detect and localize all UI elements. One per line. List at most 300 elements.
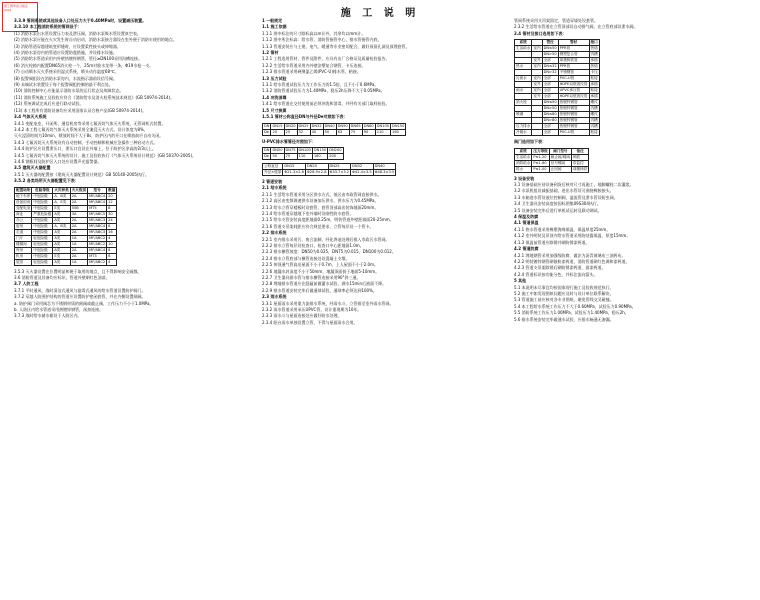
table-cell: P≤1.60 (532, 160, 549, 166)
text-line: (4) 消防水泵房内的管道应设置防震措施，并设排水设施。 (14, 50, 117, 56)
table-cell: 全部 (542, 130, 558, 136)
table-cell: DN≤50 (543, 46, 557, 51)
section-heading: 1.2 管材 (262, 50, 279, 56)
table-cell: 承插 (590, 82, 598, 87)
table-cell: 2A (70, 253, 87, 259)
text-line: 2.2.6 地漏水封深度不小于50mm，地漏顶面低于地面5-10mm。 (262, 268, 380, 274)
table-cell: 不锈钢管 (558, 70, 589, 76)
table-cell: 冷凝水 (515, 130, 532, 136)
table-cell: DN20 (285, 123, 296, 128)
table-cell: PVC-U管 (558, 130, 589, 136)
table-cell: 排水 (515, 166, 532, 172)
table-cell: 粘接 (590, 76, 598, 81)
page-title: 施 工 说 明 (340, 8, 420, 19)
table-cell: DN20 (305, 163, 328, 169)
table-cell: 承插 (590, 94, 598, 99)
table-cell: 160 (312, 153, 327, 159)
table-cell (532, 130, 542, 136)
table-cell: DN150 (392, 123, 405, 128)
table-row (515, 160, 589, 166)
right-text-block (514, 18, 754, 37)
text-line: 2.2.7 卫生器具排水管与排水横管连接采用90°斜三通。 (262, 275, 361, 280)
table-cell: 6 (107, 253, 117, 259)
table-cell: DN (264, 123, 270, 128)
table-cell: 全部 (542, 94, 558, 100)
table-cell: 消防给水 (516, 160, 531, 165)
text-line: 3.4.1 变配电室、开闭所、通信机房等采用七氟丙烷气体灭火系统，无管网柜式装置。 (14, 120, 166, 126)
table-header-cell: 灭火级别 (71, 187, 87, 192)
table-cell: 50 (271, 153, 284, 159)
table-cell: A类 (53, 235, 70, 241)
text-line: 1.4.1 给水管道在交付使用前必须冲洗和消毒，并经有关部门取样检验。 (262, 101, 390, 107)
text-line: (8) 报警阀组设在消防水泵房内，水流指示器前设信号阀。 (14, 75, 117, 81)
table-cell: 粘接 (590, 130, 598, 135)
table-cell: 球墨铸铁 (572, 166, 588, 171)
table-cell: 6 (107, 223, 117, 229)
table-cell: 25 (284, 129, 297, 135)
table-cell: 消火栓 (515, 100, 532, 106)
table-cell: 55B (70, 205, 87, 211)
text-line: 4.2.1 埋地钢管采用加强级防腐，做法为沥青玻璃布三油两布。 (514, 252, 626, 258)
table-header-cell: 阀门型号 (549, 148, 571, 154)
table-cell: 1A (70, 241, 87, 247)
dn-table-3 (262, 163, 396, 176)
table-cell: 楼梯间 (15, 241, 32, 247)
table-cell: 110 (297, 153, 312, 159)
table-header-cell: 管径 (542, 40, 558, 46)
table-cell: HDPE双壁波纹管 (559, 94, 588, 99)
table-row (15, 259, 117, 265)
table-cell: 2A (70, 199, 87, 205)
table-cell: 螺纹 (590, 100, 598, 105)
section-heading: 4 保温及防腐 (514, 214, 539, 220)
dn-table-1 (262, 123, 406, 136)
table-cell: DN≤50 (543, 100, 557, 105)
table-cell: A、B类 (53, 193, 70, 199)
section-heading: 1 一般规定 (262, 18, 283, 23)
table-header-cell: 配置场所 (16, 187, 31, 192)
table-cell: DN65 (350, 123, 361, 128)
extinguisher-table (14, 187, 117, 266)
text-line: 5.6 排水系统安装完毕做通水试验，应排水畅通无渗漏。 (514, 316, 614, 322)
section-heading: 3.4 气体灭火系统 (14, 114, 47, 120)
table-cell: 设备用房 (16, 199, 31, 204)
text-line: 1.1.1 图中标注的尺寸除标高以m计外，其余均以mm计。 (262, 30, 366, 36)
table-cell: 球墨铸铁管 (558, 58, 589, 64)
table-cell: DN200 (329, 147, 342, 152)
valve-table (514, 148, 589, 173)
table-cell: MF/ABC2 (89, 259, 106, 264)
table-header-cell: 数量 (108, 187, 116, 192)
text-line: 3.5 设备安装完毕后进行单机试运转及联动调试。 (514, 207, 602, 213)
text-line: 4.2.2 明装镀锌钢管刷银粉漆两道，消防管道刷红色调和漆两道。 (514, 258, 630, 264)
table-cell: E类 (53, 205, 70, 211)
text-line: 3.2 水泵机组设减振基础，进出水管设可曲挠橡胶接头。 (514, 188, 614, 194)
table-cell: 沟槽 (590, 106, 598, 111)
text-line: 5.4 本工程给水系统工作压力不大于0.60MPa，试验压力0.90MPa。 (514, 303, 636, 309)
table-cell: 20 (107, 193, 117, 199)
table-cell: MF/ABC3 (89, 229, 106, 234)
table-cell: DN15 (272, 123, 283, 128)
section-heading: 1.3 压力试验 (262, 75, 287, 81)
table-cell: 办公 (15, 217, 32, 223)
dn-table-2 (262, 147, 344, 160)
table-cell: 粘接 (590, 88, 598, 93)
table-cell: 热镀锌钢管 (558, 124, 589, 130)
text-line: 2.3.4 阳台雨水单独设置立管，不得与屋面雨水合用。 (262, 319, 358, 325)
text-line: 1.2.2 生活给水管道采用内外壁涂塑复合钢管，卡压连接。 (262, 62, 366, 68)
text-line: (6) 消火栓箱内配置DN65消火栓一个，25m衬胶水龙带一条，Φ19水枪一支。 (14, 62, 154, 68)
section-heading: 1.1 施工依据 (262, 24, 287, 30)
table-cell: MT5 (88, 205, 107, 211)
text-line: 3.5.3 灭火器设置在位置明显和便于取用的地点，且不得影响安全疏散。 (14, 268, 142, 274)
table-cell: DN32 (351, 163, 374, 169)
table-cell: 热熔 (590, 46, 598, 51)
table-cell: DN50 (272, 147, 283, 152)
text-line: 3.7.1 平时通风、战时清洁式通风与滤毒式通风的给水管道设置防护阀门。 (14, 287, 146, 293)
table-row (515, 166, 589, 172)
text-line: (7) 自动喷水灭火系统采用湿式系统，喷头动作温度68℃。 (14, 69, 119, 75)
table-cell: A类 (53, 217, 70, 223)
section-heading: 4.1 管道保温 (514, 220, 539, 226)
table-cell: 全部 (542, 76, 558, 82)
text-line: 3.4.5 七氟丙烷气体灭火系统的设计、施工及验收执行《气体灭火系统设计规范》(GB 50370-2005)。 (14, 152, 197, 158)
text-line: 5.5 消防系统工作压力1.00MPa，试验压力1.40MPa，稳压2h。 (514, 310, 629, 316)
section-heading: 2.1 给水系统 (262, 185, 287, 191)
text-line: 2.2.4 排水立管底部与横管连接处设混凝土支墩。 (262, 255, 350, 261)
table-cell: 螺纹 (590, 112, 598, 117)
middle-text-block-2 (262, 139, 508, 145)
text-line: (11) 消防系统施工及验收应符合《消防给水及消火栓系统技术规范》(GB 50974-2014)。 (14, 94, 175, 100)
table-row (515, 154, 589, 160)
table-cell: 中危险级 (32, 199, 53, 205)
text-line: 3.4.3 七氟丙烷灭火系统设有自动控制、手动控制和机械应急操作三种启动方式。 (14, 139, 158, 145)
table-cell: De (264, 129, 269, 134)
table-cell: Φ42.4×3.5 (352, 169, 372, 174)
text-line: 1.1.2 图中所注标高：给水管、消防管指管中心，排水管指管内底。 (262, 37, 382, 43)
table-cell: 20 (271, 129, 284, 135)
table-cell: 中危险级 (32, 205, 53, 211)
table-cell: DN25 (298, 123, 309, 128)
right-text-block-2 (514, 139, 754, 145)
table-cell: 全部 (542, 82, 558, 88)
text-line: (10) 消防控制中心应能显示消防水泵的运行状态及故障状态。 (14, 88, 124, 94)
table-cell: 110 (375, 129, 390, 135)
table-cell: A类 (53, 229, 70, 235)
table-cell: 铜质 (571, 154, 588, 160)
text-line: 1.1.3 管道安装应与土建、电气、暖通等专业密切配合，做好预留孔洞及预埋套管。 (262, 43, 410, 49)
text-line: 3.1 设备基础应待设备到货后核对尺寸再施工，地脚螺栓二次灌浆。 (514, 182, 634, 188)
table-cell: P≤1.00 (532, 166, 549, 172)
table-header-cell: 管材 (558, 40, 589, 46)
section-heading: 3.5 建筑灭火器配置 (14, 165, 51, 171)
table-cell: PPR管 (558, 64, 589, 70)
text-line: 灭火浸渍时间为10min，喷放时间不大于8s，防护区内的开口在喷放前应自动关闭。 (14, 133, 164, 139)
section-heading: 1.5.1 管材公称直径DN与外径De对照如下表： (262, 114, 348, 120)
table-cell: 承插 (590, 58, 598, 63)
section-heading: 1.5 尺寸换算 (262, 107, 287, 113)
text-line: 3.4.2 本工程七氟丙烷气体灭火系统采用全淹没灭火方式，设计浓度为8%， (14, 126, 148, 132)
table-cell: DN≤80 (543, 112, 557, 117)
text-line: 4.2.4 管道标识按功能分色，并标注流向箭头。 (514, 271, 598, 277)
table-cell: Φ33.7×3.2 (329, 169, 350, 174)
table-cell: DN25 (328, 163, 351, 169)
table-cell: 16 (107, 229, 117, 235)
table-cell: DN100 (376, 123, 390, 128)
table-cell: 外径×壁厚 (264, 169, 282, 174)
section-heading: 2 管道安装 (262, 178, 283, 184)
section-heading: 3 设备安装 (514, 175, 535, 181)
table-header-cell: 系统 (515, 148, 532, 154)
table-cell: De (264, 153, 269, 158)
table-cell: DN32 (311, 123, 322, 128)
table-cell: 止回阀 (549, 166, 571, 172)
table-header-cell: 接口 (590, 40, 598, 45)
section-heading: 1.4 冲洗消毒 (262, 94, 287, 100)
text-line: 5.1 本说明未尽事宜均按国家现行施工及验收规范执行。 (514, 284, 614, 290)
table-cell: 2A (70, 217, 87, 223)
text-line: (5) 消防给水管道采用内外壁热镀锌钢管，管径≥DN100采用沟槽连接。 (14, 56, 142, 62)
table-cell: 160 (391, 129, 406, 135)
table-cell: 生活给水 (516, 46, 531, 51)
table-cell: MF/ABC2 (89, 235, 106, 240)
table-cell: DN≤32 (543, 64, 557, 69)
section-heading: 3.3.10 本工程消防系统的管网设于： (14, 24, 82, 30)
table-cell: A、B类 (53, 223, 70, 229)
table-cell: 90 (362, 129, 375, 135)
table-cell: A类 (53, 241, 70, 247)
table-cell: DN80 (363, 123, 374, 128)
table-cell: MF/ABC4 (89, 193, 106, 198)
table-cell: 1A (70, 259, 87, 265)
text-line: 2.2.2 排水立管每层设检查口，检查口中心距地面1.0m。 (262, 242, 364, 248)
table-header-cell: 系统 (515, 40, 532, 46)
text-line: 2.2.1 室内排水采用污、废合流制，经化粪池处理后排入市政污水管网。 (262, 236, 390, 242)
section-heading: 4.2 管道防腐 (514, 246, 539, 252)
table-cell: 沟槽 (590, 124, 598, 129)
table-cell: 室外 (533, 58, 541, 63)
text-line: 2.3.1 屋面雨水采用重力流排水系统，经雨水斗、立管排至室外雨水管网。 (262, 300, 394, 306)
table-cell: 轻危险级 (32, 259, 53, 265)
table-cell: 门厅 (15, 235, 32, 241)
table-cell: DN>50 (543, 52, 557, 57)
table-cell: 室内 (533, 76, 541, 81)
text-line: 2.1.1 生活给水管道采用分区供水方式，低区由市政管网直接供水。 (262, 191, 382, 197)
table-cell: 3A (70, 211, 87, 217)
table-cell: 雨水 (515, 88, 532, 94)
table-cell: 沟槽 (590, 118, 598, 123)
table-cell: MT3 (88, 253, 107, 259)
left-text-block (14, 18, 250, 185)
table-cell: DN>50 (543, 106, 557, 111)
table-header-cell: 备注 (571, 148, 588, 154)
section-heading: 2.3 雨水系统 (262, 294, 287, 300)
table-cell: 压力排水 (516, 124, 531, 129)
table-cell: 走道 (15, 229, 32, 235)
table-cell: UPVC承压管 (558, 88, 589, 94)
text-line: 2.2.5 伸顶通气管高出屋面不小于0.7m，上人屋面不小于2.0m。 (262, 262, 378, 268)
table-cell: 地下车库 (16, 193, 31, 198)
table-cell: 63 (336, 129, 349, 135)
table-cell: 中危险级 (32, 229, 53, 235)
table-row (263, 169, 396, 175)
table-cell: E类 (53, 253, 70, 259)
table-cell: DN100 (298, 147, 311, 152)
column-left (14, 18, 250, 598)
section-heading: U-PVC排水管管径对照如下： (262, 138, 316, 144)
table-cell: 75 (284, 153, 297, 159)
section-heading: 5 其他 (514, 278, 527, 284)
table-cell: DN40 (324, 123, 335, 128)
column-middle (262, 18, 508, 598)
table-cell: 24 (107, 217, 117, 223)
table-cell: 2A (70, 229, 87, 235)
table-cell: 中危险级 (32, 253, 53, 259)
table-cell: 沟槽 (590, 52, 598, 57)
table-cell: 截止阀/闸阀 (550, 154, 570, 159)
text-line: 3.4 卫生器具安装高度按国标图集09S304执行。 (514, 201, 601, 207)
table-cell: DN15 (283, 163, 306, 169)
table-cell: MF/ABC5 (89, 211, 106, 216)
table-cell: 热镀锌钢管 (558, 118, 589, 124)
text-line: (12) 系统调试完成后应进行联动试验。 (14, 101, 84, 107)
text-line: 3.5.1 灭火器的配置按《建筑灭火器配置设计规范》GB 50140-2005执行。 (14, 171, 149, 177)
section-heading: 阀门选用如下表： (514, 139, 546, 145)
table-cell: 2A (70, 193, 87, 199)
text-line: 4.1.3 保温前管道应除锈并刷防锈漆两道。 (514, 239, 590, 245)
table-cell: DN75 (285, 147, 296, 152)
column-right (514, 18, 754, 598)
table-cell: PPR管 (558, 46, 589, 52)
table-cell: Φ21.3×2.8 (284, 169, 304, 174)
text-line: 2.1.4 给水管道穿越地下室外墙时设刚性防水套管。 (262, 210, 354, 216)
text-line: 2.3.2 生活给水管道在立管顶部设自动排气阀，在立管底部设泄水阀。 (514, 24, 638, 30)
text-line: 2.1.5 给水支管安装高度距地面0.25m，明装管道外壁距墙面20-25mm。 (262, 217, 394, 223)
section-heading: 3.7 人防工程 (14, 281, 39, 287)
text-line: (3) 消防管道穿越建筑变形缝时，应设置柔性接头或伸缩器。 (14, 43, 121, 49)
table-header-cell: 危险等级 (32, 187, 53, 193)
text-line: 3.3 水箱进水管设液位控制阀，溢流管及泄水管设防虫网。 (514, 194, 618, 200)
table-cell: 室外 (533, 82, 541, 87)
text-line: 2.1.3 给水立管穿楼板时设套管，套管顶部高出装饰地面20mm。 (262, 204, 379, 210)
table-cell: DN (264, 147, 270, 152)
table-header-cell: 压力等级 (533, 148, 548, 153)
table-cell: 50 (323, 129, 336, 135)
text-line: (2) 消防水泵应能在火灾发生时自动启动，消防水泵接合器设在室外便于消防车使用的地点。 (14, 37, 177, 43)
table-cell: 室外 (533, 94, 541, 99)
table-cell: A类 (53, 247, 70, 253)
table-cell: 200 (328, 153, 343, 159)
pipe-material-table (514, 39, 600, 136)
table-cell: 全部 (542, 124, 558, 130)
table-cell: DN>80 (543, 118, 557, 123)
table-cell: 变配电室 (16, 205, 31, 210)
text-line: 4.1.2 室外明装及吊顶内给水管道采用防结露保温，厚度15mm。 (514, 233, 631, 239)
table-cell: 8 (107, 247, 117, 253)
table-cell: P≤1.20 (532, 154, 549, 160)
text-line: (13) 本工程所有消防设备均应采用国家认证合格产品(GB 50974-2014)。 (14, 107, 147, 113)
text-line: b. 人防区内给水管道采用热镀锌钢管，丝扣连接。 (14, 307, 104, 312)
table-cell: 30 (107, 211, 117, 217)
table-cell: 中危险级 (32, 247, 53, 253)
table-cell: A类 (53, 211, 70, 217)
table-cell: 75 (349, 129, 362, 135)
table-cell: 热镀锌钢管 (558, 100, 589, 106)
text-line: 1.2.3 排水管道采用硬聚氯乙烯(PVC-U)排水管，粘接。 (262, 69, 361, 75)
table-header-cell: 火灾种类 (54, 187, 69, 192)
text-line: 2.2.9 排水管道安装完毕后做通球试验，通球率必须达到100%。 (262, 287, 377, 293)
text-line: a. 防护阀门采用阀芯为不锈钢材质的闸阀或截止阀，工作压力不小于1.0MPa。 (14, 300, 154, 306)
table-cell: MF/ABC2 (89, 241, 106, 246)
table-cell: 公称直径 (263, 163, 283, 169)
text-line: 1.3.2 消防管道试验压力为1.40MPa，稳压2h压降不大于0.05MPa。 (262, 88, 385, 94)
table-cell: DN40 (373, 163, 396, 169)
table-cell: 10 (107, 241, 117, 247)
table-cell: 热镀锌钢管 (558, 106, 589, 112)
table-cell: Φ48.3×3.5 (374, 169, 395, 174)
table-cell: 生活给水 (516, 154, 531, 159)
section-heading: 3.5.2 各类场所灭火器配置见下表： (14, 178, 79, 184)
table-cell: 信号蝶阀 (549, 160, 571, 166)
table-cell: 中危险级 (32, 193, 53, 199)
text-line: 2.3.3 雨水斗与屋面连接处应做好防水处理。 (262, 313, 342, 319)
text-line: 3.4.6 钢瓶间及防护区入口处应设置声光报警器。 (14, 158, 102, 164)
table-cell: 带监控 (571, 160, 588, 166)
table-cell: 4 (107, 259, 117, 265)
section-heading: 2.4 管材及接口选用如下表： (514, 30, 567, 36)
table-cell: 全部 (542, 58, 558, 64)
table-header-cell: 型号 (88, 187, 107, 193)
table-cell: 32 (297, 129, 310, 135)
text-line: 5.3 管道施工前应核对各专业图纸，避免管线交叉碰撞。 (514, 297, 614, 303)
table-cell: 轻危险级 (32, 241, 53, 247)
text-line: 3.6 消防管道及设备均应标识，管道外壁刷红色油漆。 (14, 274, 110, 280)
table-cell: 2A (70, 247, 87, 253)
table-cell: 室内 (533, 88, 541, 93)
text-line: 2.2.8 埋地排水管道应在隐蔽前做灌水试验，满水15min后液面不降。 (262, 281, 387, 287)
table-cell: MF/ABC3 (89, 217, 106, 222)
table-cell: DN>32 (543, 70, 557, 75)
text-line: 4.2.3 管道支吊架除锈后刷防锈漆两道，面漆两道。 (514, 265, 606, 271)
text-line: 5.2 施工中如发现图纸问题应及时与设计单位联系解决。 (514, 290, 614, 296)
text-line: 管网系统采用支吊架固定，管道穿墙处设套管。 (514, 18, 598, 23)
table-cell: 喷淋 (515, 112, 532, 118)
text-line: 1.2.1 工程选用管材、管件及附件，应具有出厂合格证及质量检验报告。 (262, 56, 390, 62)
table-row (15, 193, 117, 199)
table-cell: 屋顶 (15, 259, 32, 265)
table-cell: Φ26.9×2.8 (306, 169, 327, 174)
middle-text-block-3 (262, 179, 508, 326)
table-cell: 厨房 (15, 223, 32, 229)
text-line: 2.1.2 高区由变频调速供水设备加压供水，供水压力为0.45MPa。 (262, 198, 379, 204)
table-cell: 1A (70, 235, 87, 241)
table-cell: 8 (107, 205, 117, 211)
text-line: (9) 末端试水装置设于每个报警阀组控制的最不利点处。 (14, 82, 113, 88)
table-cell: 室内 (533, 64, 541, 69)
table-row (263, 153, 344, 159)
table-row (263, 147, 344, 153)
table-cell: 库房 (15, 247, 32, 253)
table-row (263, 129, 406, 135)
table-cell: HDPE双壁波纹管 (559, 82, 588, 87)
table-cell: 中危险级 (32, 223, 53, 229)
table-cell: 40 (310, 129, 323, 135)
table-cell: 中危险级 (32, 217, 53, 223)
text-line: 3.4.4 防护区应设置泄压口，泄压口宜设在外墙上，位于防护区净高的2/3以上。 (14, 146, 156, 152)
table-cell: DN150 (313, 147, 327, 152)
text-line: 2.3.2 雨水管道采用承压UPVC管，设计重现期为10年。 (262, 307, 362, 313)
text-line: 1.3.1 给水管道试验压力为工作压力的1.5倍，且不小于0.6MPa。 (262, 82, 379, 88)
